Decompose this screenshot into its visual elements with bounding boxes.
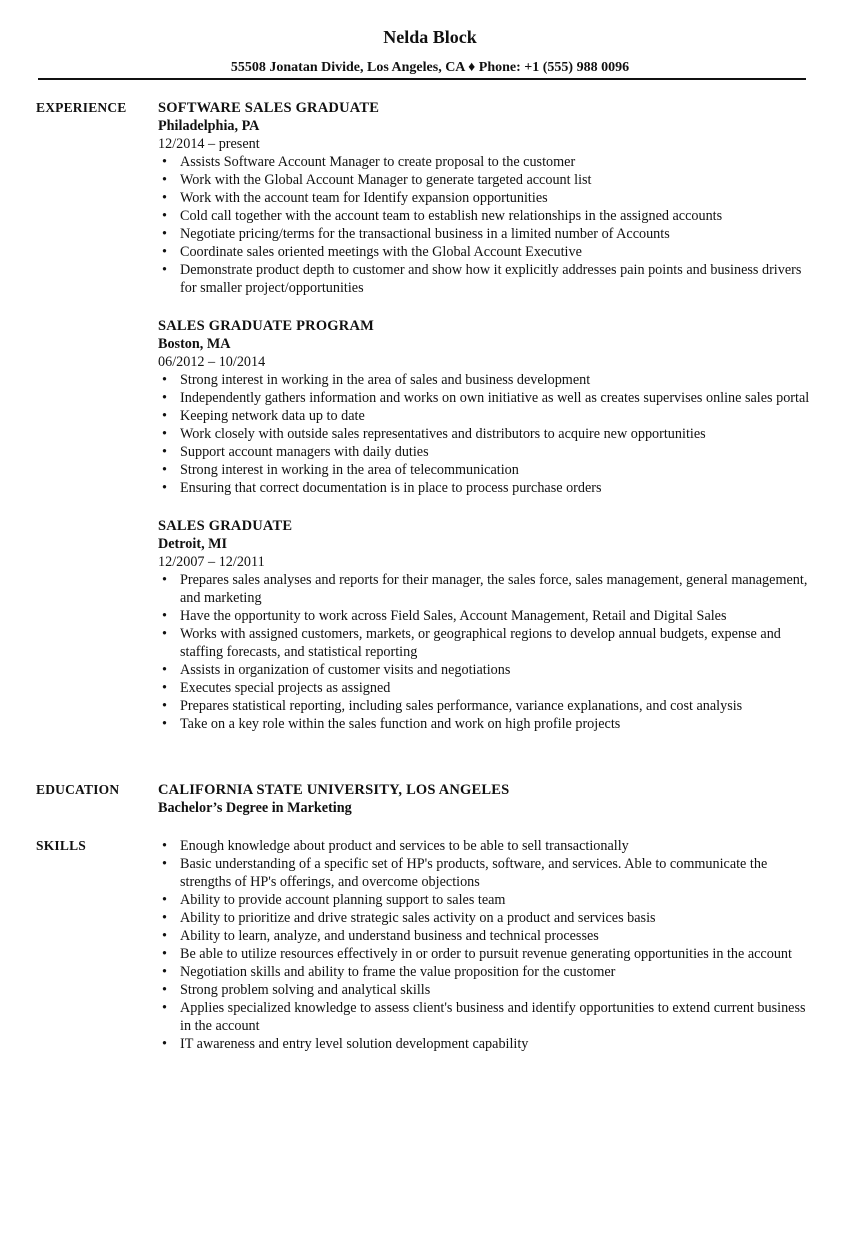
skill-item: • Ability to prioritize and drive strategic sales activity on a product and services basis: [158, 909, 813, 927]
school-name: CALIFORNIA STATE UNIVERSITY, LOS ANGELES: [158, 782, 510, 798]
bullet-item: • Work closely with outside sales representatives and distributors to acquire new opportunities: [158, 425, 813, 443]
bullet-item: • Keeping network data up to date: [158, 407, 813, 425]
bullet-item: • Have the opportunity to work across Field Sales, Account Management, Retail and Digital Sales: [158, 607, 813, 625]
bullet-item: • Work with the Global Account Manager to generate targeted account list: [158, 171, 813, 189]
bullet-item: • Take on a key role within the sales function and work on high profile projects: [158, 715, 813, 733]
job-dates: 06/2012 – 10/2014: [158, 354, 266, 370]
job-title: SOFTWARE SALES GRADUATE: [158, 100, 380, 116]
bullet-item: • Cold call together with the account team to establish new relationships in the assigned accounts: [158, 207, 813, 225]
bullet-item: • Strong interest in working in the area of telecommunication: [158, 461, 813, 479]
resume-name: Nelda Block: [383, 27, 477, 47]
skills-bullets: [158, 837, 813, 1053]
job-bullets: [158, 571, 813, 733]
bullet-item: • Negotiate pricing/terms for the transactional business in a limited number of Accounts: [158, 225, 813, 243]
job-entry: [158, 517, 813, 733]
experience-list: [158, 99, 813, 753]
bullet-item: • Support account managers with daily duties: [158, 443, 813, 461]
education-entry: [158, 781, 813, 817]
contact-line: 55508 Jonatan Divide, Los Angeles, CA ♦ Phone: +1 (555) 988 0096: [230, 60, 630, 75]
job-entry: [158, 99, 813, 297]
skill-item: • Ability to learn, analyze, and understand business and technical processes: [158, 927, 813, 945]
bullet-item: • Demonstrate product depth to customer and show how it explicitly addresses pain points and business drivers for smaller project/opportunities: [158, 261, 813, 297]
job-location: Philadelphia, PA: [158, 118, 260, 134]
skill-item: • Negotiation skills and ability to frame the value proposition for the customer: [158, 963, 813, 981]
skill-item: • Basic understanding of a specific set of HP's products, software, and services. Able to communicate the strengths of HP's offerings, and overcome objections: [158, 855, 813, 891]
bullet-item: • Coordinate sales oriented meetings with the Global Account Executive: [158, 243, 813, 261]
job-bullets: [158, 153, 813, 297]
job-location: Boston, MA: [158, 336, 231, 352]
bullet-item: • Strong interest in working in the area of sales and business development: [158, 371, 813, 389]
bullet-item: • Ensuring that correct documentation is in place to process purchase orders: [158, 479, 813, 497]
bullet-item: • Assists in organization of customer visits and negotiations: [158, 661, 813, 679]
job-title: SALES GRADUATE PROGRAM: [158, 318, 375, 334]
job-location: Detroit, MI: [158, 536, 228, 552]
skill-item: • Enough knowledge about product and services to be able to sell transactionally: [158, 837, 813, 855]
job-entry: [158, 317, 813, 497]
skills-list: [158, 837, 813, 1053]
bullet-item: • Assists Software Account Manager to create proposal to the customer: [158, 153, 813, 171]
job-dates: 12/2014 – present: [158, 136, 260, 152]
skills-label: SKILLS: [36, 838, 86, 853]
skill-item: • Ability to provide account planning support to sales team: [158, 891, 813, 909]
job-title: SALES GRADUATE: [158, 518, 293, 534]
degree-name: Bachelor’s Degree in Marketing: [158, 800, 352, 816]
skill-item: • Applies specialized knowledge to assess client's business and identify opportunities to extend current business in the account: [158, 999, 813, 1035]
bullet-item: • Works with assigned customers, markets, or geographical regions to develop annual budgets, expense and staffing forecasts, and statistical reporting: [158, 625, 813, 661]
skill-item: • Be able to utilize resources effectively in or order to pursuit revenue generating opportunities in the account: [158, 945, 813, 963]
bullet-item: • Work with the account team for Identify expansion opportunities: [158, 189, 813, 207]
bullet-item: • Executes special projects as assigned: [158, 679, 813, 697]
bullet-item: • Independently gathers information and works on own initiative as well as creates supervises online sales portal: [158, 389, 813, 407]
skill-item: • IT awareness and entry level solution development capability: [158, 1035, 813, 1053]
experience-label: EXPERIENCE: [36, 100, 127, 115]
header-divider: [38, 78, 806, 80]
job-bullets: [158, 371, 813, 497]
bullet-item: • Prepares sales analyses and reports for their manager, the sales force, sales management, general management, and marketing: [158, 571, 813, 607]
bullet-item: • Prepares statistical reporting, including sales performance, variance explanations, and cost analysis: [158, 697, 813, 715]
job-dates: 12/2007 – 12/2011: [158, 554, 265, 570]
education-label: EDUCATION: [36, 782, 120, 797]
skill-item: • Strong problem solving and analytical skills: [158, 981, 813, 999]
